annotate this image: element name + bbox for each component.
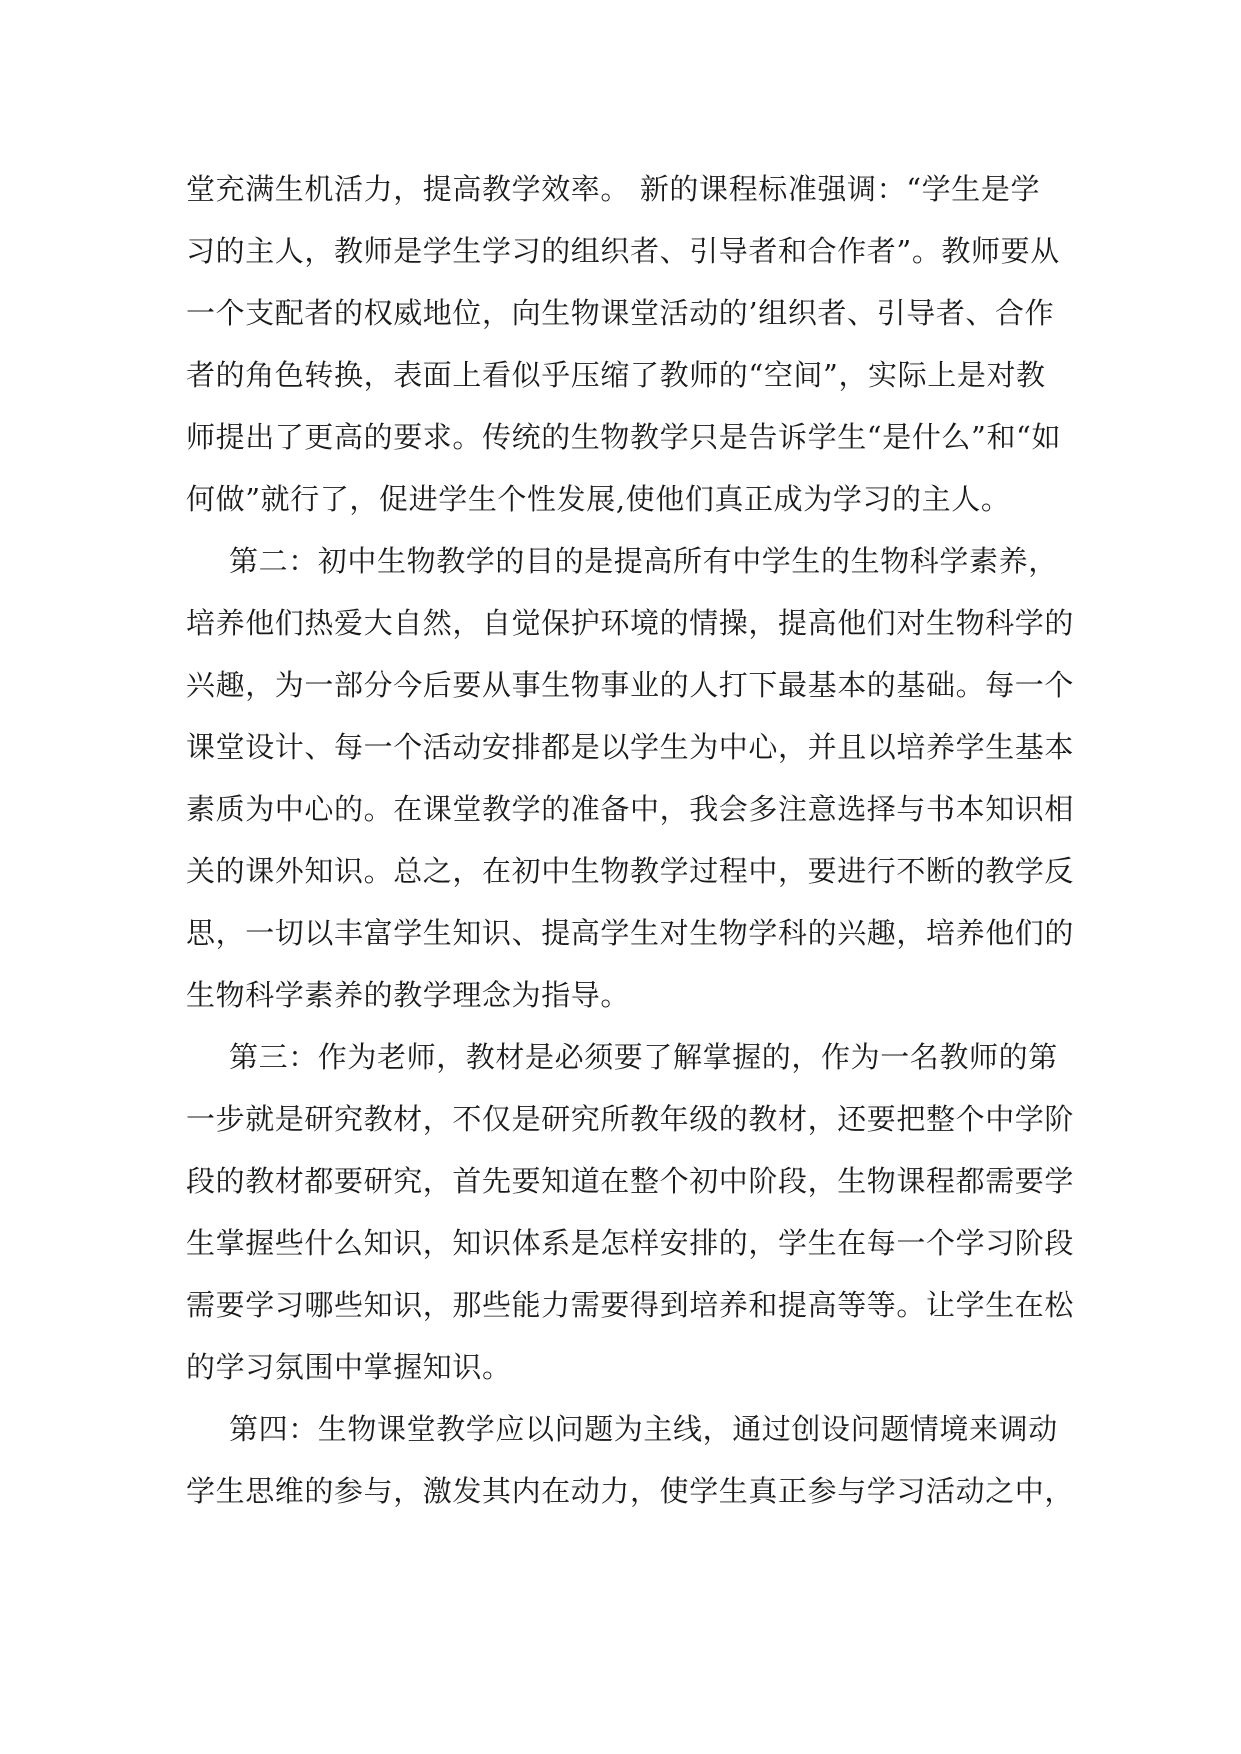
body-text bbox=[186, 158, 1075, 1522]
text-line: 需要学习哪些知识，那些能力需要得到培养和提高等等。让学生在松 bbox=[186, 1288, 1075, 1322]
text-line: 课堂设计、每一个活动安排都是以学生为中心，并且以培养学生基本 bbox=[186, 730, 1075, 764]
text-line: 生掌握些什么知识，知识体系是怎样安排的，学生在每一个学习阶段 bbox=[186, 1226, 1075, 1260]
text-line: 习的主人，教师是学生学习的组织者、引导者和合作者”。教师要从 bbox=[186, 234, 1060, 268]
text-line: 思，一切以丰富学生知识、提高学生对生物学科的兴趣，培养他们的 bbox=[186, 916, 1075, 950]
paragraph-start-line: 第二：初中生物教学的目的是提高所有中学生的生物科学素养， bbox=[229, 544, 1058, 578]
text-line: 师提出了更高的要求。传统的生物教学只是告诉学生“是什么”和“如 bbox=[186, 420, 1062, 454]
text-line: 学生思维的参与，激发其内在动力，使学生真正参与学习活动之中， bbox=[186, 1474, 1075, 1508]
text-line: 培养他们热爱大自然，自觉保护环境的情操，提高他们对生物科学的 bbox=[186, 606, 1075, 640]
text-line: 一步就是研究教材，不仅是研究所教年级的教材，还要把整个中学阶 bbox=[186, 1102, 1075, 1136]
text-line: 一个支配者的权威地位，向生物课堂活动的’组织者、引导者、合作 bbox=[186, 296, 1055, 330]
text-line: 段的教材都要研究，首先要知道在整个初中阶段，生物课程都需要学 bbox=[186, 1164, 1075, 1198]
text-line: 何做”就行了，促进学生个性发展,使他们真正成为学习的主人。 bbox=[186, 482, 1011, 516]
text-line: 的学习氛围中掌握知识。 bbox=[186, 1350, 512, 1384]
paragraph-start-line: 第四：生物课堂教学应以问题为主线，通过创设问题情境来调动 bbox=[229, 1412, 1058, 1446]
text-line: 生物科学素养的教学理念为指导。 bbox=[186, 978, 631, 1012]
text-line: 堂充满生机活力，提高教学效率。 新的课程标准强调：“学生是学 bbox=[186, 172, 1041, 206]
text-line: 兴趣，为一部分今后要从事生物事业的人打下最基本的基础。每一个 bbox=[186, 668, 1075, 702]
text-line: 关的课外知识。总之，在初中生物教学过程中，要进行不断的教学反 bbox=[186, 854, 1075, 888]
text-line: 者的角色转换，表面上看似乎压缩了教师的“空间”，实际上是对教 bbox=[186, 358, 1046, 392]
paragraph-start-line: 第三：作为老师，教材是必须要了解掌握的，作为一名教师的第 bbox=[229, 1040, 1058, 1074]
text-line: 素质为中心的。在课堂教学的准备中，我会多注意选择与书本知识相 bbox=[186, 792, 1075, 826]
